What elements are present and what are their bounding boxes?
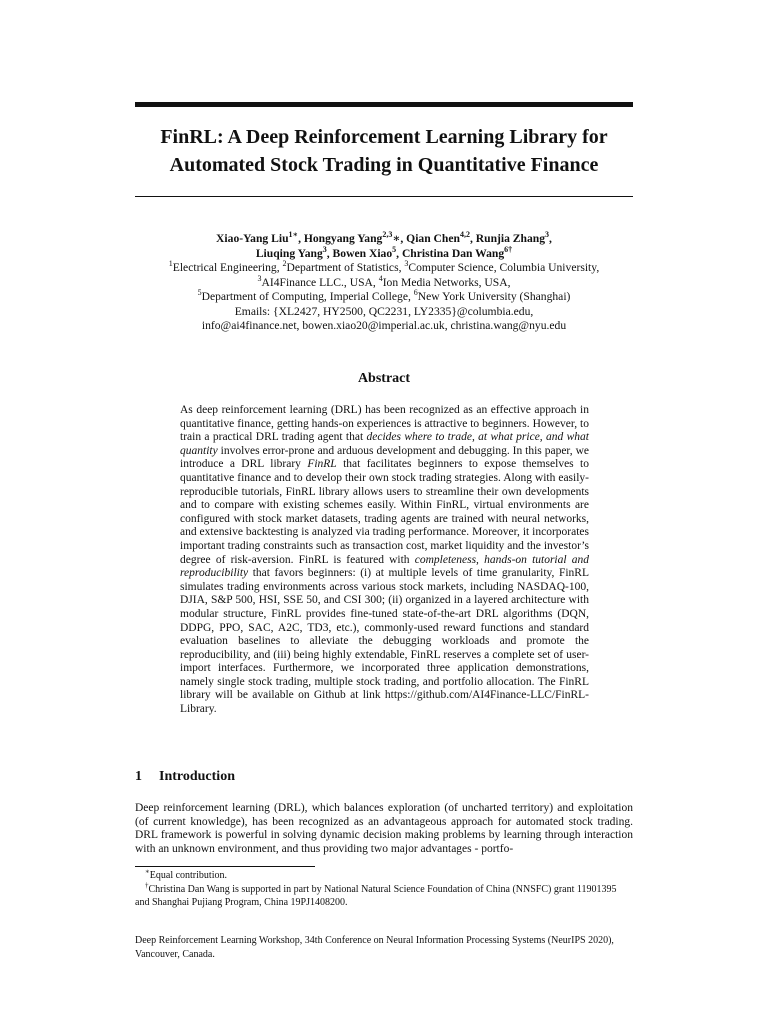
author-name: Bowen Xiao: [332, 246, 393, 260]
author-affil-mark: 4,2: [459, 230, 470, 240]
affiliation: Ion Media Networks, USA,: [382, 275, 511, 289]
footnote-mark: †: [145, 881, 149, 890]
author-affil-mark: 3: [322, 244, 327, 254]
author-affil-mark: 3: [545, 230, 550, 240]
section-heading: [135, 769, 235, 785]
author-name: Xiao-Yang Liu: [216, 232, 289, 245]
footnote-1: [135, 869, 633, 883]
title-rule: [135, 196, 633, 197]
paper-title: [135, 123, 633, 179]
affiliation: Department of Statistics,: [286, 261, 405, 274]
abstract-heading: Abstract: [357, 371, 411, 386]
affiliation: Electrical Engineering,: [172, 261, 283, 274]
author-affil-mark: 6†: [504, 244, 513, 254]
affiliation: Computer Science, Columbia University,: [408, 261, 600, 274]
author-name: Runjia Zhang: [475, 232, 546, 245]
footnote-rule: [135, 866, 315, 867]
footnotes: [135, 869, 633, 910]
top-rule: [135, 102, 633, 107]
abstract-body: [180, 404, 589, 717]
title-line-2: Automated Stock Trading in Quantitative Finance: [169, 154, 599, 176]
emails-line-1: Emails: {XL2427, HY2500, QC2231, LY2335}@columbia.edu,: [234, 304, 534, 318]
author-name: Qian Chen: [406, 232, 460, 245]
abstract-emphasis: decides where to trade, at what price, and what quantity: [180, 431, 590, 457]
affil-mark: 1: [168, 259, 173, 269]
affiliation: New York University (Shanghai): [417, 290, 571, 303]
footnote-text: Christina Dan Wang is supported in part by National Natural Science Foundation of China (NNSFC) grant 11901395 and Shanghai Pujiang Program, China 19PJ1408200.: [135, 883, 617, 908]
affiliation: Department of Computing, Imperial College,: [201, 290, 414, 303]
affil-mark: 3: [404, 259, 409, 269]
affil-mark: 6: [413, 288, 418, 298]
affiliation-line-1: [100, 261, 668, 276]
affil-mark: 5: [197, 288, 202, 298]
section-number: 1: [135, 769, 142, 784]
author-name: Hongyang Yang: [303, 232, 383, 245]
affiliation-line-3: [100, 290, 668, 305]
footnote-mark: ∗: [145, 867, 150, 876]
author-affil-mark: 2,3: [382, 230, 393, 240]
author-name: Christina Dan Wang: [401, 246, 505, 260]
authors-line-2: Liuqing Yang$^3$, Bowen Xiao$^5$, Christina Dan Wang$^{6\dagger}$: [255, 244, 513, 260]
footnote-text: Equal contribution.: [149, 870, 227, 881]
affil-mark: 3: [257, 273, 262, 283]
author-name: Liuqing Yang: [255, 246, 323, 260]
abstract-text: that facilitates beginners to expose themselves to quantitative finance and to develop their own stock trading strategies. Along with easily-reproducible tutorials, FinRL library allows users to streamline their own developments and to compare with existing schemes easily. Within FinRL, virtual environments are configured with stock market datasets, trading agents are trained with neural networks, and extensive backtesting is analyzed via trading performance. Moreover, it incorporates important trading constraints such as transaction cost, market liquidity and the investor’s degree of risk-aversion. FinRL is featured with: [180, 458, 589, 566]
authors-line-1: Xiao-Yang Liu$^{1∗}$, Hongyang Yang$^{2,3}$∗, Qian Chen$^{4,2}$, Runjia Zhang$^3$,: [216, 230, 552, 245]
section-title: Introduction: [159, 769, 235, 784]
affiliation: AI4Finance LLC., USA,: [261, 275, 379, 289]
emails-line-2: info@ai4finance.net, bowen.xiao20@imperial.ac.uk, christina.wang@nyu.edu: [201, 319, 567, 332]
abstract-text: As deep reinforcement learning (DRL) has been recognized as an effective approach in quantitative finance, getting hands-on experiences is attractive to beginners. However, to train a practical DRL trading agent that: [180, 404, 589, 444]
venue-note: Deep Reinforcement Learning Workshop, 34th Conference on Neural Information Processing Systems (NeurIPS 2020), Vancouver, Canada.: [135, 935, 614, 960]
abstract-text: involves error-prone and arduous development and debugging. In this paper, we introduce a DRL library: [180, 444, 589, 471]
author-equal-mark: ∗: [392, 232, 401, 245]
affil-mark: 2: [282, 259, 287, 269]
footnote-2: [135, 883, 633, 910]
abstract-emphasis: completeness, hands-on tutorial and reproducibility: [180, 553, 589, 580]
abstract-emphasis: FinRL: [307, 458, 337, 471]
author-affil-mark: 1∗: [288, 230, 299, 240]
intro-paragraph: Deep reinforcement learning (DRL), which balances exploration (of uncharted territory) and exploitation (of current knowledge), has been recognized as an advantageous approach for automated stock trading. DRL framework is powerful in solving dynamic decision making problems by learning through interaction with an unknown environment, and thus providing two major advantages - portfo-: [135, 802, 633, 855]
author-affil-mark: 5: [392, 244, 397, 254]
abstract-text: that favors beginners: (i) at multiple levels of time granularity, FinRL simulates trading environments across various stock markets, including NASDAQ-100, DJIA, S&P 500, HSI, SSE 50, and CSI 300; (ii) organized in a layered architecture with modular structure, FinRL provides fine-tuned state-of-the-art DRL algorithms (DQN, DDPG, PPO, SAC, A2C, TD3, etc.), commonly-used reward functions and standard evaluation baselines to alleviate the debugging workloads and promote the reproducibility, and (iii) being highly extendable, FinRL reserves a complete set of user-import interfaces. Furthermore, we incorporated three application demonstrations, namely single stock trading, multiple stock trading, and portfolio allocation. The FinRL library will be available on Github at link https://github.com/AI4Finance-LLC/FinRL-Library.: [180, 567, 589, 716]
author-block: [100, 232, 668, 334]
title-line-1: FinRL: A Deep Reinforcement Learning Library for: [160, 126, 608, 148]
affil-mark: 4: [378, 273, 383, 283]
affiliation-line-2: [100, 273, 668, 291]
